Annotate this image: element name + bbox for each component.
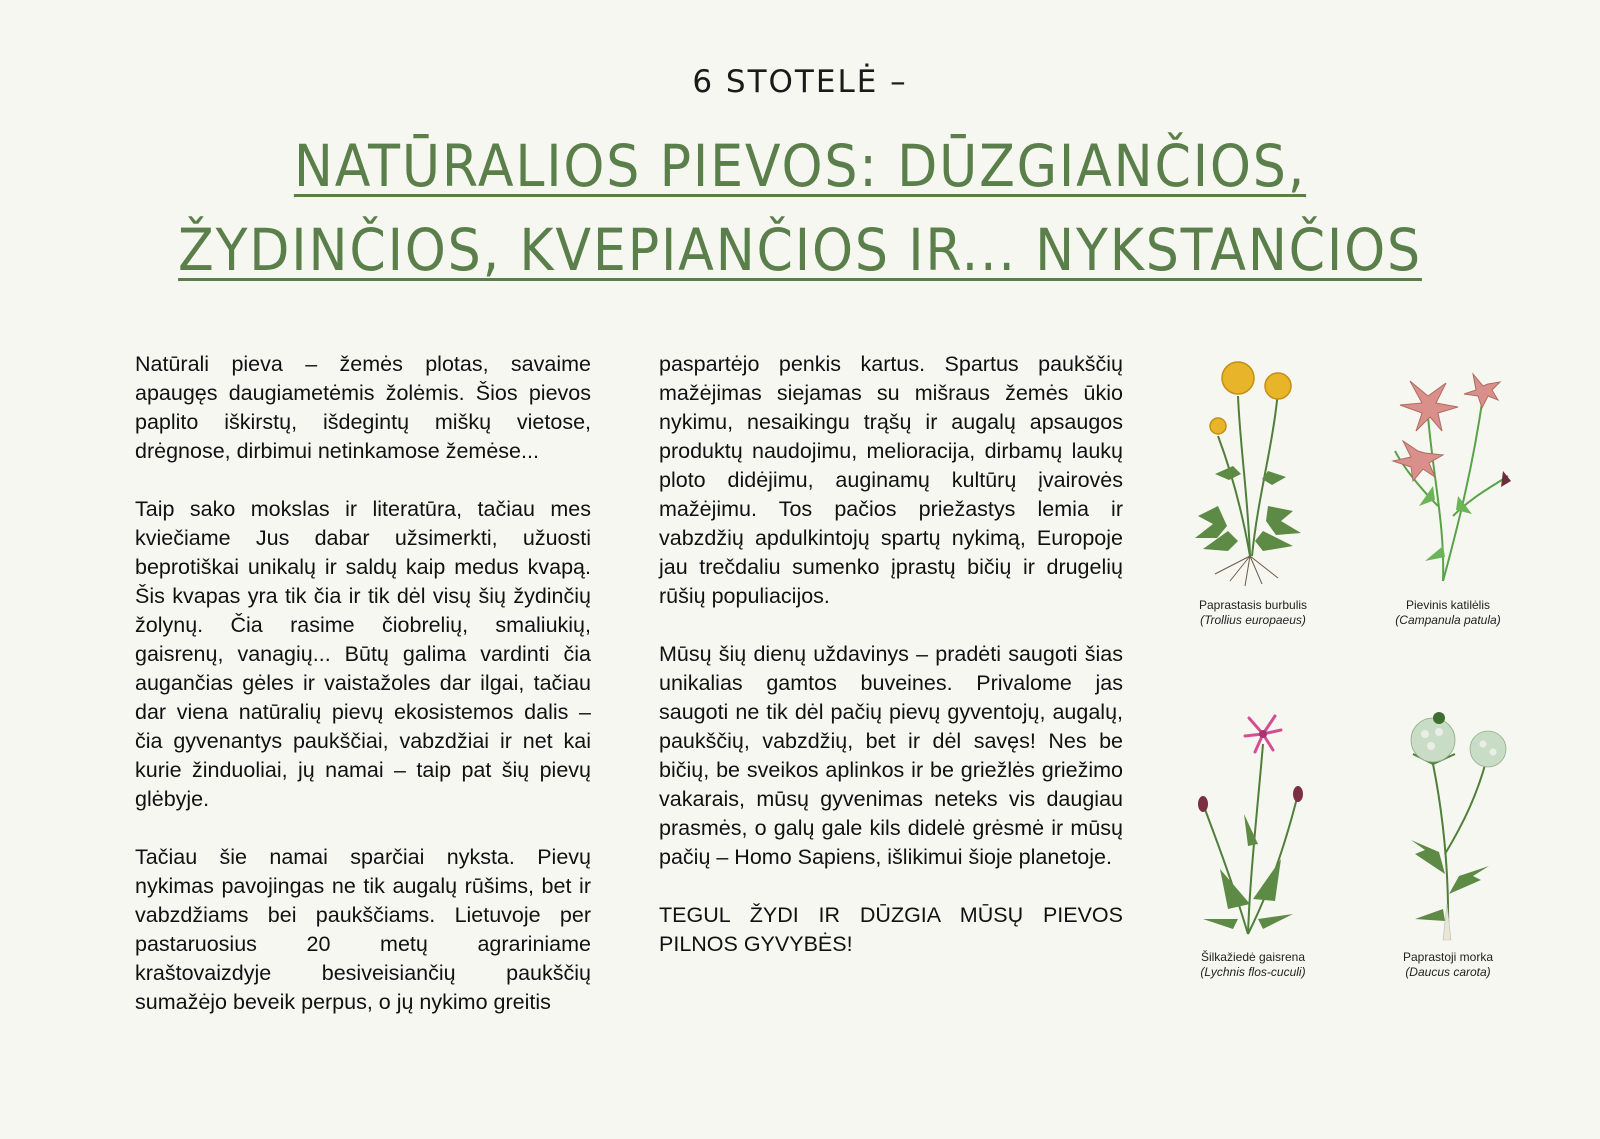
text-column-middle bbox=[659, 350, 1123, 988]
plant-latin-name: (Campanula patula) bbox=[1395, 613, 1501, 627]
globeflower-illustration-icon bbox=[1178, 356, 1328, 590]
plant-card-campanula bbox=[1353, 356, 1543, 628]
plant-name: Paprastasis burbulis bbox=[1198, 598, 1308, 612]
ragged-robin-illustration-icon bbox=[1178, 704, 1328, 942]
text-column-left bbox=[135, 350, 591, 1046]
plant-name: Pievinis katilėlis bbox=[1405, 598, 1491, 612]
title-line-2: ŽYDINČIOS, KVEPIANČIOS IR... NYKSTANČIOS bbox=[178, 216, 1422, 284]
plant-latin-name: (Lychnis flos-cuculi) bbox=[1200, 965, 1306, 979]
plant-latin-name: (Trollius europaeus) bbox=[1200, 613, 1306, 627]
plant-name: Paprastoji morka bbox=[1402, 950, 1494, 964]
plant-latin-name: (Daucus carota) bbox=[1405, 965, 1491, 979]
plant-name: Šilkažiedė gaisrena bbox=[1200, 950, 1306, 964]
plant-card-trollius bbox=[1158, 356, 1348, 628]
plant-card-daucus bbox=[1353, 704, 1543, 980]
paragraph: TEGUL ŽYDI IR DŪZGIA MŪSŲ PIEVOS PILNOS GYVYBĖS! bbox=[659, 903, 1123, 956]
station-subtitle: 6 STOTELĖ – bbox=[692, 64, 908, 100]
paragraph: Mūsų šių dienų uždavinys – pradėti saugoti šias unikalias gamtos buveines. Privalome jas saugoti ne tik dėl pačių pievų gyventojų, augalų, paukščių, vabzdžių, bet ir dėl savęs! Nes be bičių, be sveikos aplinkos ir be griežlės griežimo vakarais, mūsų gyvenimas neteks vis daugiau prasmės, o galų gale kils didelė grėsmė ir mūsų pačių – Homo Sapiens, išlikimui šioje planetoje. bbox=[659, 642, 1123, 869]
paragraph: Taip sako mokslas ir literatūra, tačiau mes kviečiame Jus dabar užsimerkti, užuosti beprotiškai unikalų ir saldų kaip medus kvapą. Šis kvapas yra tik čia ir tik dėl visų šių žydinčių žolynų. Čia rasime čiobrelių, smaliukių, gaisrenų, vanagių... Būtų galima vardinti čia augančias gėles ir vaistažoles dar ilgai, tačiau dar viena natūralių pievų ekosistemos dalis – čia gyvenantys paukščiai, vabzdžiai ir net kai kurie žinduoliai, jų namai – taip pat šių pievų glėbyje. bbox=[135, 497, 591, 811]
wild-carrot-illustration-icon bbox=[1373, 704, 1523, 942]
paragraph: Tačiau šie namai sparčiai nyksta. Pievų nykimas pavojingas ne tik augalų rūšims, bet ir vabzdžiams bei paukščiams. Lietuvoje per pastaruosius 20 metų agrariniame kraštovaizdyje besiveisiančių paukščių sumažėjo beveik perpus, o jų nykimo greitis bbox=[135, 845, 591, 1014]
page-title bbox=[80, 124, 1520, 292]
paragraph: paspartėjo penkis kartus. Spartus paukščių mažėjimas siejamas su mišraus žemės ūkio nykimu, nesaikingu trąšų ir augalų apsaugos produktų naudojimu, melioracija, dirbamų laukų ploto didėjimu, auginamų kultūrų įvairovės mažėjimu. Tos pačios priežastys lemia ir vabzdžių apdulkintojų spartų nykimą, Europoje jau trečdaliu sumenko įprastų bičių ir drugelių rūšių populiacijos. bbox=[659, 352, 1123, 608]
bellflower-illustration-icon bbox=[1373, 356, 1523, 590]
plant-card-lychnis bbox=[1158, 704, 1348, 980]
paragraph: Natūrali pieva – žemės plotas, savaime apaugęs daugiametėmis žolėmis. Šios pievos paplito iškirstų, išdegintų miškų vietose, drėgnose, dirbimui netinkamose žemėse... bbox=[135, 352, 591, 463]
title-line-1: NATŪRALIOS PIEVOS: DŪZGIANČIOS, bbox=[293, 132, 1307, 200]
